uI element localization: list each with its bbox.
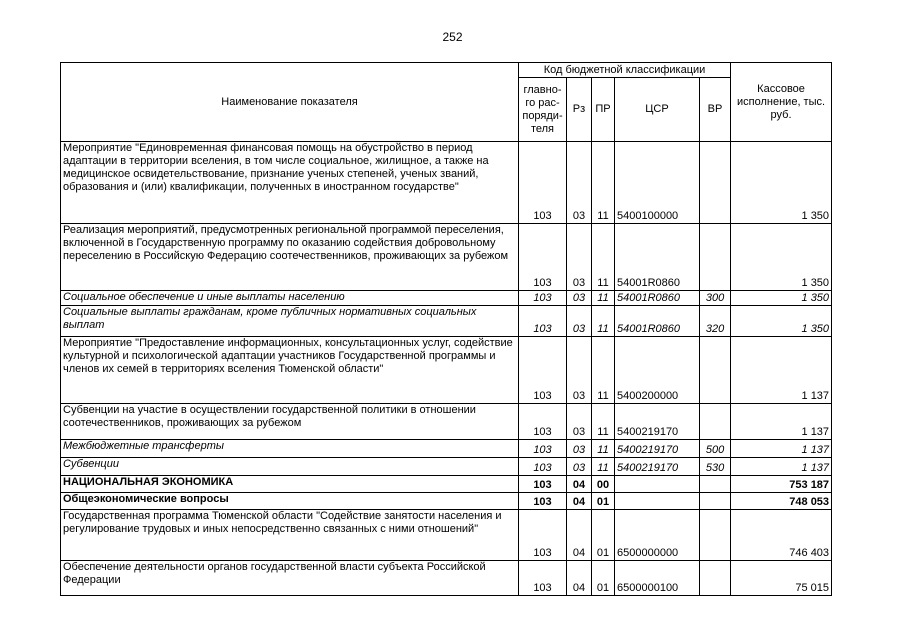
row-glav: 103 bbox=[519, 561, 567, 596]
row-name: Субвенции на участие в осуществлении государственной политики в отношении соотечественников, проживающих за рубежом bbox=[61, 404, 519, 440]
row-vr: 500 bbox=[700, 440, 731, 458]
row-name: Государственная программа Тюменской области "Содействие занятости населения и регулирование трудовых и иных непосредственно связанных с ними отношений" bbox=[61, 510, 519, 561]
table-row bbox=[61, 291, 832, 306]
header-pr: ПР bbox=[592, 78, 615, 142]
row-name: Мероприятие "Предоставление информационных, консультационных услуг, содействие культурной и психологической адаптации участников Государственной программы и членов их семей в территориях вселения Тюменской области" bbox=[61, 337, 519, 404]
row-csr: 6500000000 bbox=[615, 510, 700, 561]
row-csr: 5400100000 bbox=[615, 142, 700, 224]
table-row bbox=[61, 458, 832, 476]
row-csr bbox=[615, 493, 700, 510]
row-csr: 54001R0860 bbox=[615, 291, 700, 306]
row-name: Реализация мероприятий, предусмотренных региональной программой переселения, включенной в Государственную программу по оказанию содействия добровольному переселению в Российскую Федерацию соотечественников, проживающих за рубежом bbox=[61, 224, 519, 291]
row-amount: 753 187 bbox=[731, 476, 832, 493]
row-glav: 103 bbox=[519, 142, 567, 224]
row-rz: 03 bbox=[567, 306, 592, 337]
page-number: 252 bbox=[442, 30, 463, 44]
row-vr bbox=[700, 224, 731, 291]
row-vr bbox=[700, 561, 731, 596]
table-row bbox=[61, 337, 832, 404]
row-csr: 5400219170 bbox=[615, 458, 700, 476]
row-pr: 11 bbox=[592, 291, 615, 306]
budget-table bbox=[60, 62, 832, 596]
table-row bbox=[61, 306, 832, 337]
row-glav: 103 bbox=[519, 493, 567, 510]
row-rz: 03 bbox=[567, 337, 592, 404]
row-vr: 530 bbox=[700, 458, 731, 476]
row-csr: 5400200000 bbox=[615, 337, 700, 404]
table-row bbox=[61, 510, 832, 561]
row-vr bbox=[700, 510, 731, 561]
row-pr: 01 bbox=[592, 561, 615, 596]
row-amount: 1 350 bbox=[731, 224, 832, 291]
row-rz: 03 bbox=[567, 404, 592, 440]
row-name: Межбюджетные трансферты bbox=[61, 440, 519, 458]
row-amount: 1 137 bbox=[731, 458, 832, 476]
table-row bbox=[61, 561, 832, 596]
row-rz: 04 bbox=[567, 493, 592, 510]
table-row bbox=[61, 476, 832, 493]
header-vr: ВР bbox=[700, 78, 731, 142]
header-rz: Рз bbox=[567, 78, 592, 142]
row-amount: 1 137 bbox=[731, 404, 832, 440]
row-vr bbox=[700, 493, 731, 510]
row-rz: 03 bbox=[567, 291, 592, 306]
row-rz: 04 bbox=[567, 476, 592, 493]
row-vr bbox=[700, 476, 731, 493]
row-pr: 11 bbox=[592, 224, 615, 291]
header-name: Наименование показателя bbox=[61, 63, 519, 142]
row-glav: 103 bbox=[519, 337, 567, 404]
row-glav: 103 bbox=[519, 476, 567, 493]
row-csr bbox=[615, 476, 700, 493]
row-amount: 1 350 bbox=[731, 291, 832, 306]
table-row bbox=[61, 142, 832, 224]
row-pr: 11 bbox=[592, 404, 615, 440]
row-glav: 103 bbox=[519, 458, 567, 476]
row-pr: 11 bbox=[592, 337, 615, 404]
row-name: Социальные выплаты гражданам, кроме публичных нормативных социальных выплат bbox=[61, 306, 519, 337]
row-vr: 320 bbox=[700, 306, 731, 337]
header-code-group: Код бюджетной классификации bbox=[519, 63, 731, 78]
header-csr: ЦСР bbox=[615, 78, 700, 142]
row-pr: 01 bbox=[592, 493, 615, 510]
row-name: Субвенции bbox=[61, 458, 519, 476]
row-glav: 103 bbox=[519, 306, 567, 337]
row-pr: 11 bbox=[592, 306, 615, 337]
row-amount: 1 350 bbox=[731, 306, 832, 337]
row-csr: 5400219170 bbox=[615, 404, 700, 440]
row-rz: 03 bbox=[567, 458, 592, 476]
row-amount: 1 137 bbox=[731, 440, 832, 458]
row-name: НАЦИОНАЛЬНАЯ ЭКОНОМИКА bbox=[61, 476, 519, 493]
table-row bbox=[61, 493, 832, 510]
row-glav: 103 bbox=[519, 291, 567, 306]
row-pr: 11 bbox=[592, 458, 615, 476]
row-glav: 103 bbox=[519, 440, 567, 458]
row-amount: 748 053 bbox=[731, 493, 832, 510]
row-rz: 03 bbox=[567, 440, 592, 458]
row-vr bbox=[700, 404, 731, 440]
row-csr: 6500000100 bbox=[615, 561, 700, 596]
row-pr: 11 bbox=[592, 142, 615, 224]
row-amount: 75 015 bbox=[731, 561, 832, 596]
row-rz: 03 bbox=[567, 224, 592, 291]
table-row bbox=[61, 440, 832, 458]
row-name: Общеэкономические вопросы bbox=[61, 493, 519, 510]
row-vr: 300 bbox=[700, 291, 731, 306]
row-amount: 1 137 bbox=[731, 337, 832, 404]
row-glav: 103 bbox=[519, 404, 567, 440]
row-rz: 04 bbox=[567, 561, 592, 596]
row-vr bbox=[700, 337, 731, 404]
row-vr bbox=[700, 142, 731, 224]
row-csr: 5400219170 bbox=[615, 440, 700, 458]
row-glav: 103 bbox=[519, 510, 567, 561]
row-csr: 54001R0860 bbox=[615, 306, 700, 337]
row-pr: 11 bbox=[592, 440, 615, 458]
row-pr: 01 bbox=[592, 510, 615, 561]
row-name: Мероприятие "Единовременная финансовая помощь на обустройство в период адаптации в территории вселения, в том числе социальное, жилищное, а также на медицинское освидетельствование, признание ученых степеней, ученых званий, образования и (или) квалификации, полученных в иностранном государстве" bbox=[61, 142, 519, 224]
row-csr: 54001R0860 bbox=[615, 224, 700, 291]
row-glav: 103 bbox=[519, 224, 567, 291]
header-amount: Кассовое исполнение, тыс. руб. bbox=[731, 63, 832, 142]
table-row bbox=[61, 404, 832, 440]
row-rz: 03 bbox=[567, 142, 592, 224]
row-amount: 1 350 bbox=[731, 142, 832, 224]
row-name: Социальное обеспечение и иные выплаты населению bbox=[61, 291, 519, 306]
row-rz: 04 bbox=[567, 510, 592, 561]
header-glav: главно-го рас-поряди-теля bbox=[519, 78, 567, 142]
row-pr: 00 bbox=[592, 476, 615, 493]
table-row bbox=[61, 224, 832, 291]
row-name: Обеспечение деятельности органов государственной власти субъекта Российской Федерации bbox=[61, 561, 519, 596]
row-amount: 746 403 bbox=[731, 510, 832, 561]
